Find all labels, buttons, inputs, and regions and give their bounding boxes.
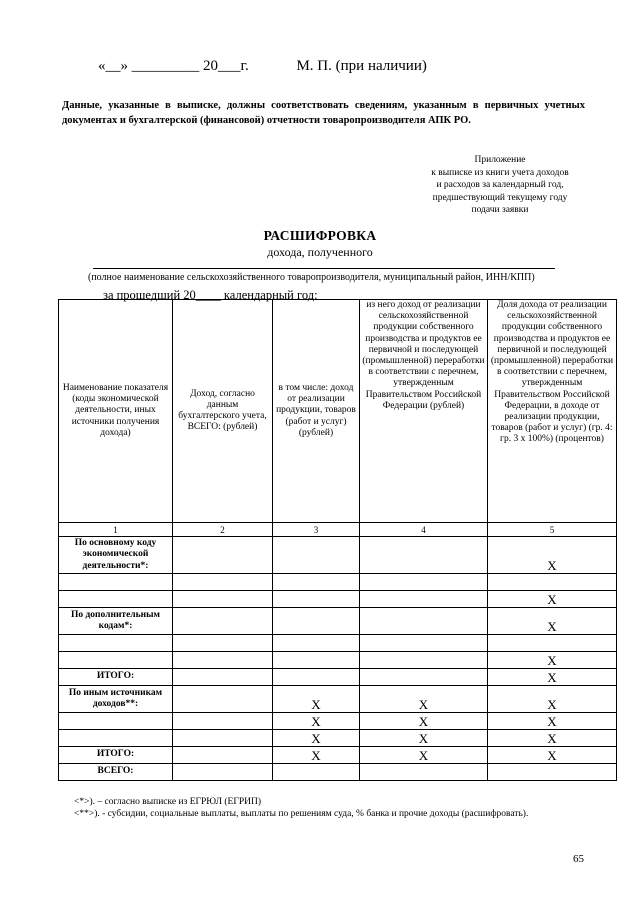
- cell-col-4: X: [360, 713, 488, 730]
- row-label: [59, 652, 173, 669]
- cell-col-3: [273, 574, 360, 591]
- column-number: 2: [173, 523, 273, 537]
- cell-col-5: X: [488, 652, 617, 669]
- cell-col-4: [360, 574, 488, 591]
- row-label: По дополнительным кодам*:: [59, 608, 173, 635]
- table-row: [59, 591, 617, 608]
- cell-col-4: X: [360, 747, 488, 764]
- cell-col-3: [273, 537, 360, 574]
- cell-col-2: [173, 537, 273, 574]
- page-number: 65: [573, 853, 584, 865]
- cell-col-3: X: [273, 730, 360, 747]
- header-total-income: Доход, согласно данным бухгалтерского учета, ВСЕГО: (рублей): [173, 300, 273, 523]
- title-main: РАСШИФРОВКА: [263, 228, 377, 243]
- cell-col-3: [273, 669, 360, 686]
- appendix-line: предшествующий текущему году: [432, 192, 568, 203]
- header-indicator: Наименование показателя (коды экономической деятельности, иных источники получения дохода): [59, 300, 173, 523]
- table-row: [59, 764, 617, 781]
- column-number: 3: [273, 523, 360, 537]
- producer-name-caption: (полное наименование сельскохозяйственного товаропроизводителя, муниципальный район, ИНН/КПП): [88, 272, 535, 283]
- column-number: 5: [488, 523, 617, 537]
- header-agri-share: Доля дохода от реализации сельскохозяйственной продукции собственного производства и продуктов ее первичной и последующей (промышленной) переработки в соответствии с перечнем, утвержденным Правительством Российской Федерации, в доходе от реализации продукции, товаров (работ и услуг) (гр. 4: гр. 3 x 100%) (процентов): [488, 300, 617, 523]
- cell-col-5: [488, 574, 617, 591]
- row-label: [59, 591, 173, 608]
- cell-col-5: X: [488, 713, 617, 730]
- row-label: ИТОГО:: [59, 747, 173, 764]
- table-row: [59, 635, 617, 652]
- cell-col-2: [173, 635, 273, 652]
- cell-col-2: [173, 764, 273, 781]
- table-row: [59, 652, 617, 669]
- title-subtitle: дохода, полученного: [267, 245, 373, 259]
- cell-col-5: X: [488, 669, 617, 686]
- appendix-line: Приложение: [474, 155, 526, 165]
- reporting-period: за прошедший 20____ календарный год:: [103, 288, 318, 302]
- row-label: [59, 574, 173, 591]
- cell-col-4: X: [360, 686, 488, 713]
- cell-col-3: X: [273, 713, 360, 730]
- footnote-1: <*>). – согласно выписке из ЕГРЮЛ (ЕГРИП): [74, 797, 262, 807]
- cell-col-2: [173, 747, 273, 764]
- cell-col-5: X: [488, 591, 617, 608]
- cell-col-2: [173, 591, 273, 608]
- table-row: [59, 747, 617, 764]
- data-notice: Данные, указанные в выписке, должны соответствовать сведениям, указанным в первичных учетных документах и бухгалтерской (финансовой) отчетности товаропроизводителя АПК РО.: [62, 100, 585, 126]
- header-agri-income: из него доход от реализации сельскохозяйственной продукции собственного производства и продуктов ее первичной и последующей (промышленной) переработки в соответствии с перечнем, утвержденным Правительством Российской Федерации (рублей): [360, 300, 488, 523]
- appendix-line: к выписке из книги учета доходов: [431, 167, 569, 178]
- cell-col-3: X: [273, 747, 360, 764]
- cell-col-3: [273, 591, 360, 608]
- date-placeholder: «__» _________ 20___г.: [98, 58, 249, 74]
- cell-col-4: [360, 764, 488, 781]
- date-stamp-line: [98, 58, 427, 75]
- cell-col-4: [360, 635, 488, 652]
- cell-col-4: [360, 591, 488, 608]
- cell-col-5: X: [488, 686, 617, 713]
- row-label: [59, 713, 173, 730]
- cell-col-5: [488, 764, 617, 781]
- table-row: [59, 730, 617, 747]
- column-number: 4: [360, 523, 488, 537]
- appendix-line: и расходов за календарный год,: [436, 180, 564, 190]
- cell-col-2: [173, 669, 273, 686]
- cell-col-4: [360, 537, 488, 574]
- cell-col-2: [173, 652, 273, 669]
- appendix-header: [400, 154, 600, 217]
- cell-col-5: X: [488, 730, 617, 747]
- row-label: ИТОГО:: [59, 669, 173, 686]
- column-number-row: [59, 523, 617, 537]
- table-row: [59, 537, 617, 574]
- row-label: По основному коду экономической деятельности*:: [59, 537, 173, 574]
- cell-col-5: X: [488, 747, 617, 764]
- cell-col-5: X: [488, 608, 617, 635]
- cell-col-3: [273, 635, 360, 652]
- cell-col-2: [173, 608, 273, 635]
- cell-col-2: [173, 730, 273, 747]
- cell-col-3: [273, 764, 360, 781]
- appendix-line: подачи заявки: [471, 205, 529, 215]
- cell-col-4: X: [360, 730, 488, 747]
- table-row: [59, 669, 617, 686]
- table-header-row: [59, 300, 617, 523]
- stamp-note: М. П. (при наличии): [296, 58, 427, 74]
- document-title: [0, 228, 640, 260]
- cell-col-3: X: [273, 686, 360, 713]
- cell-col-5: [488, 635, 617, 652]
- cell-col-2: [173, 686, 273, 713]
- header-sales-income: в том числе: доход от реализации продукции, товаров (работ и услуг) (рублей): [273, 300, 360, 523]
- table-row: [59, 608, 617, 635]
- cell-col-4: [360, 652, 488, 669]
- row-label: [59, 730, 173, 747]
- cell-col-4: [360, 669, 488, 686]
- cell-col-2: [173, 713, 273, 730]
- producer-name-line: [93, 268, 555, 269]
- row-label: [59, 635, 173, 652]
- cell-col-2: [173, 574, 273, 591]
- cell-col-3: [273, 652, 360, 669]
- cell-col-4: [360, 608, 488, 635]
- footnote-2: <**>). - субсидии, социальные выплаты, выплаты по решениям суда, % банка и прочие доходы (расшифровать).: [74, 809, 529, 819]
- row-label: ВСЕГО:: [59, 764, 173, 781]
- income-breakdown-table: [58, 299, 617, 781]
- row-label: По иным источникам доходов**:: [59, 686, 173, 713]
- column-number: 1: [59, 523, 173, 537]
- cell-col-3: [273, 608, 360, 635]
- table-row: [59, 686, 617, 713]
- table-row: [59, 713, 617, 730]
- table-row: [59, 574, 617, 591]
- cell-col-5: X: [488, 537, 617, 574]
